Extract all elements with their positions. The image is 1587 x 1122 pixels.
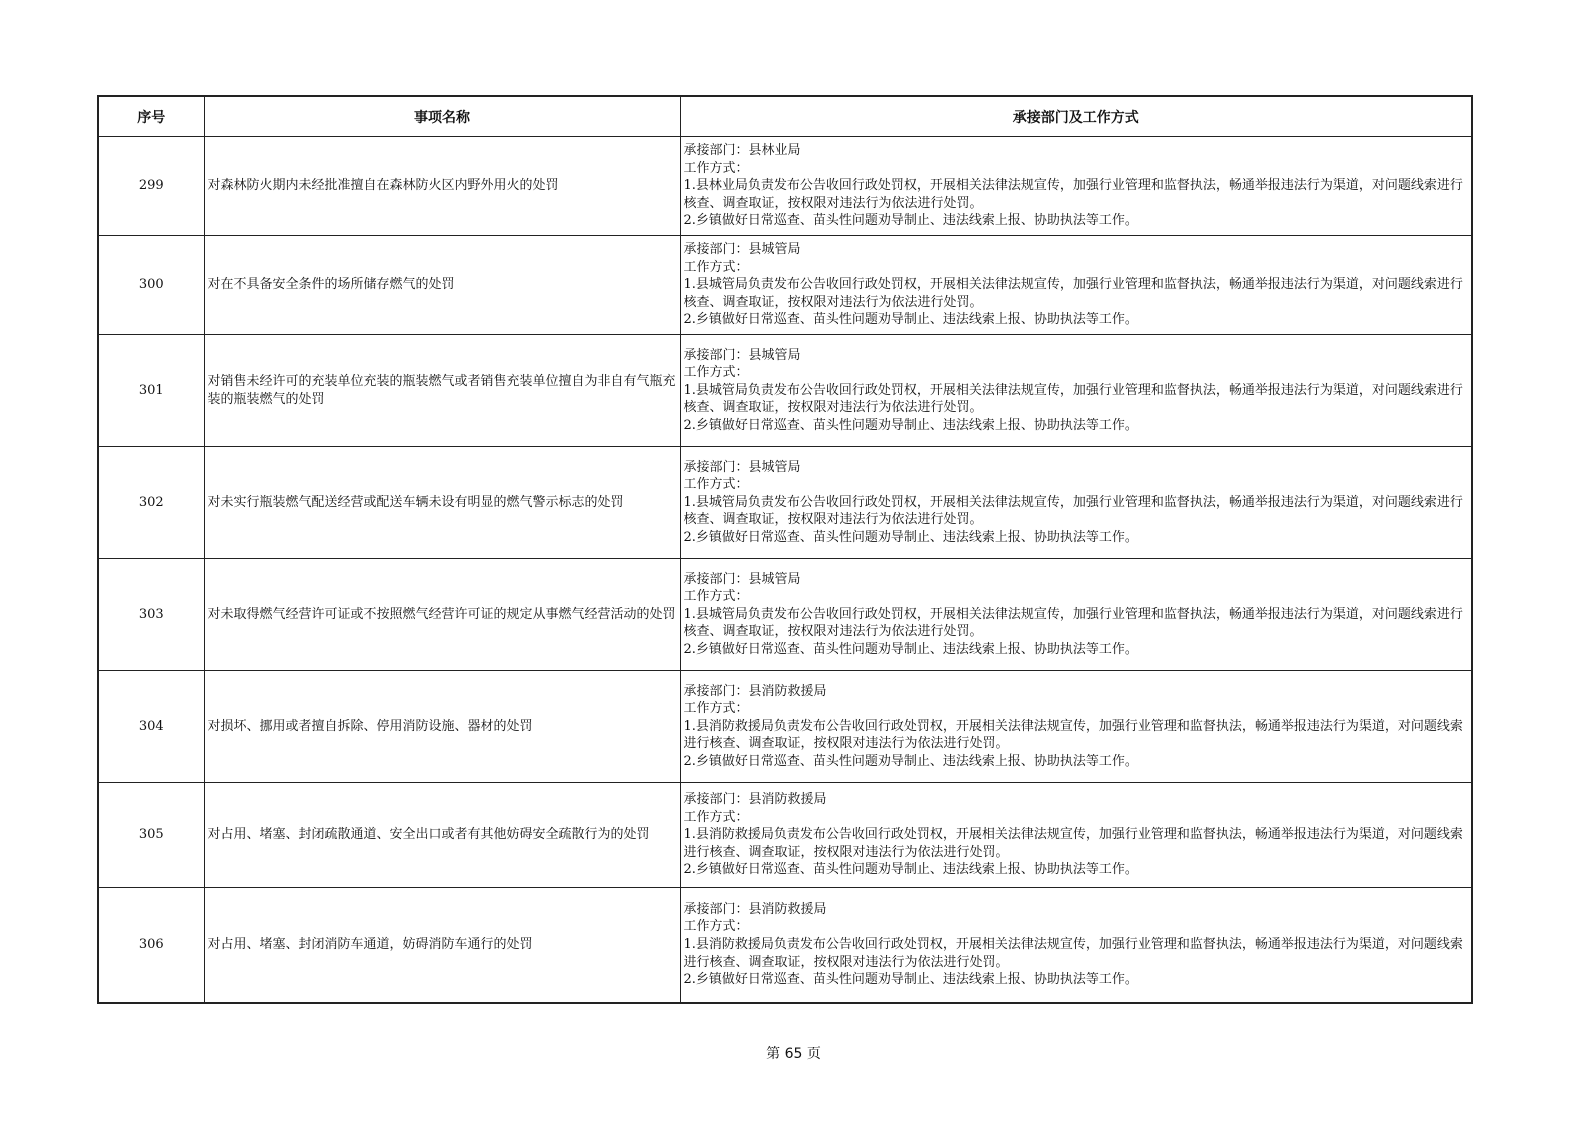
table-header-row (98, 96, 1472, 137)
dept-label: 承接部门：县消防救援局 (683, 901, 827, 917)
row-num: 301 (98, 335, 204, 447)
row-name: 对损坏、挪用或者擅自拆除、停用消防设施、器材的处罚 (204, 671, 680, 783)
row-name: 对未实行瓶装燃气配送经营或配送车辆未设有明显的燃气警示标志的处罚 (204, 447, 680, 559)
row-dept (680, 888, 1472, 1003)
mode-label: 工作方式： (683, 160, 749, 176)
row-dept (680, 671, 1472, 783)
step-2: 2.乡镇做好日常巡查、苗头性问题劝导制止、违法线索上报、协助执法等工作。 (683, 862, 1138, 878)
step-2: 2.乡镇做好日常巡查、苗头性问题劝导制止、违法线索上报、协助执法等工作。 (683, 641, 1138, 657)
mode-label: 工作方式： (683, 365, 749, 381)
page-number: 第 65 页 (766, 1046, 821, 1062)
row-dept (680, 137, 1472, 236)
step-2: 2.乡镇做好日常巡查、苗头性问题劝导制止、违法线索上报、协助执法等工作。 (683, 753, 1138, 769)
row-name: 对森林防火期内未经批准擅自在森林防火区内野外用火的处罚 (204, 137, 680, 236)
step-1: 1.县消防救援局负责发布公告收回行政处罚权，开展相关法律法规宣传，加强行业管理和监督执法，畅通举报违法行为渠道，对问题线索进行核查、调查取证，按权限对违法行为依法进行处罚。 (683, 936, 1463, 970)
row-num: 299 (98, 137, 204, 236)
mode-label: 工作方式： (683, 259, 749, 275)
dept-label: 承接部门：县消防救援局 (683, 792, 827, 808)
table-row (98, 559, 1472, 671)
step-1: 1.县城管局负责发布公告收回行政处罚权，开展相关法律法规宣传，加强行业管理和监督执法，畅通举报违法行为渠道，对问题线索进行核查、调查取证，按权限对违法行为依法进行处罚。 (683, 277, 1463, 310)
step-1: 1.县城管局负责发布公告收回行政处罚权，开展相关法律法规宣传，加强行业管理和监督执法，畅通举报违法行为渠道，对问题线索进行核查、调查取证，按权限对违法行为依法进行处罚。 (683, 382, 1463, 416)
step-2: 2.乡镇做好日常巡查、苗头性问题劝导制止、违法线索上报、协助执法等工作。 (683, 213, 1138, 229)
dept-label: 承接部门：县城管局 (683, 242, 801, 258)
row-num: 304 (98, 671, 204, 783)
header-dept: 承接部门及工作方式 (680, 96, 1472, 137)
row-num: 303 (98, 559, 204, 671)
table-row (98, 888, 1472, 1003)
step-1: 1.县城管局负责发布公告收回行政处罚权，开展相关法律法规宣传，加强行业管理和监督执法，畅通举报违法行为渠道，对问题线索进行核查、调查取证，按权限对违法行为依法进行处罚。 (683, 494, 1463, 528)
mode-label: 工作方式： (683, 809, 749, 825)
table-row (98, 236, 1472, 335)
step-1: 1.县消防救援局负责发布公告收回行政处罚权，开展相关法律法规宣传，加强行业管理和监督执法，畅通举报违法行为渠道，对问题线索进行核查、调查取证，按权限对违法行为依法进行处罚。 (683, 718, 1463, 752)
row-name: 对销售未经许可的充装单位充装的瓶装燃气或者销售充装单位擅自为非自有气瓶充装的瓶装燃气的处罚 (204, 335, 680, 447)
row-num: 300 (98, 236, 204, 335)
row-dept (680, 447, 1472, 559)
items-table (97, 95, 1473, 1004)
row-num: 305 (98, 783, 204, 888)
row-dept (680, 335, 1472, 447)
row-name: 对占用、堵塞、封闭疏散通道、安全出口或者有其他妨碍安全疏散行为的处罚 (204, 783, 680, 888)
table-row (98, 783, 1472, 888)
dept-label: 承接部门：县城管局 (683, 459, 801, 475)
step-2: 2.乡镇做好日常巡查、苗头性问题劝导制止、违法线索上报、协助执法等工作。 (683, 417, 1138, 433)
header-num: 序号 (98, 96, 204, 137)
mode-label: 工作方式： (683, 701, 749, 717)
row-name: 对未取得燃气经营许可证或不按照燃气经营许可证的规定从事燃气经营活动的处罚 (204, 559, 680, 671)
dept-label: 承接部门：县消防救援局 (683, 683, 827, 699)
row-num: 306 (98, 888, 204, 1003)
table-row (98, 335, 1472, 447)
mode-label: 工作方式： (683, 919, 749, 935)
table-row (98, 671, 1472, 783)
step-2: 2.乡镇做好日常巡查、苗头性问题劝导制止、违法线索上报、协助执法等工作。 (683, 529, 1138, 545)
row-name: 对在不具备安全条件的场所储存燃气的处罚 (204, 236, 680, 335)
table-row (98, 447, 1472, 559)
step-1: 1.县消防救援局负责发布公告收回行政处罚权，开展相关法律法规宣传，加强行业管理和监督执法，畅通举报违法行为渠道，对问题线索进行核查、调查取证，按权限对违法行为依法进行处罚。 (683, 827, 1463, 860)
table-row (98, 137, 1472, 236)
row-num: 302 (98, 447, 204, 559)
dept-label: 承接部门：县城管局 (683, 571, 801, 587)
row-dept (680, 559, 1472, 671)
mode-label: 工作方式： (683, 477, 749, 493)
dept-label: 承接部门：县林业局 (683, 143, 801, 159)
dept-label: 承接部门：县城管局 (683, 347, 801, 363)
step-2: 2.乡镇做好日常巡查、苗头性问题劝导制止、违法线索上报、协助执法等工作。 (683, 312, 1138, 328)
mode-label: 工作方式： (683, 589, 749, 605)
row-dept (680, 236, 1472, 335)
row-dept (680, 783, 1472, 888)
step-1: 1.县城管局负责发布公告收回行政处罚权，开展相关法律法规宣传，加强行业管理和监督执法，畅通举报违法行为渠道，对问题线索进行核查、调查取证，按权限对违法行为依法进行处罚。 (683, 606, 1463, 640)
step-1: 1.县林业局负责发布公告收回行政处罚权，开展相关法律法规宣传，加强行业管理和监督执法，畅通举报违法行为渠道，对问题线索进行核查、调查取证，按权限对违法行为依法进行处罚。 (683, 178, 1463, 211)
step-2: 2.乡镇做好日常巡查、苗头性问题劝导制止、违法线索上报、协助执法等工作。 (683, 972, 1138, 988)
row-name: 对占用、堵塞、封闭消防车通道，妨碍消防车通行的处罚 (204, 888, 680, 1003)
header-name: 事项名称 (204, 96, 680, 137)
